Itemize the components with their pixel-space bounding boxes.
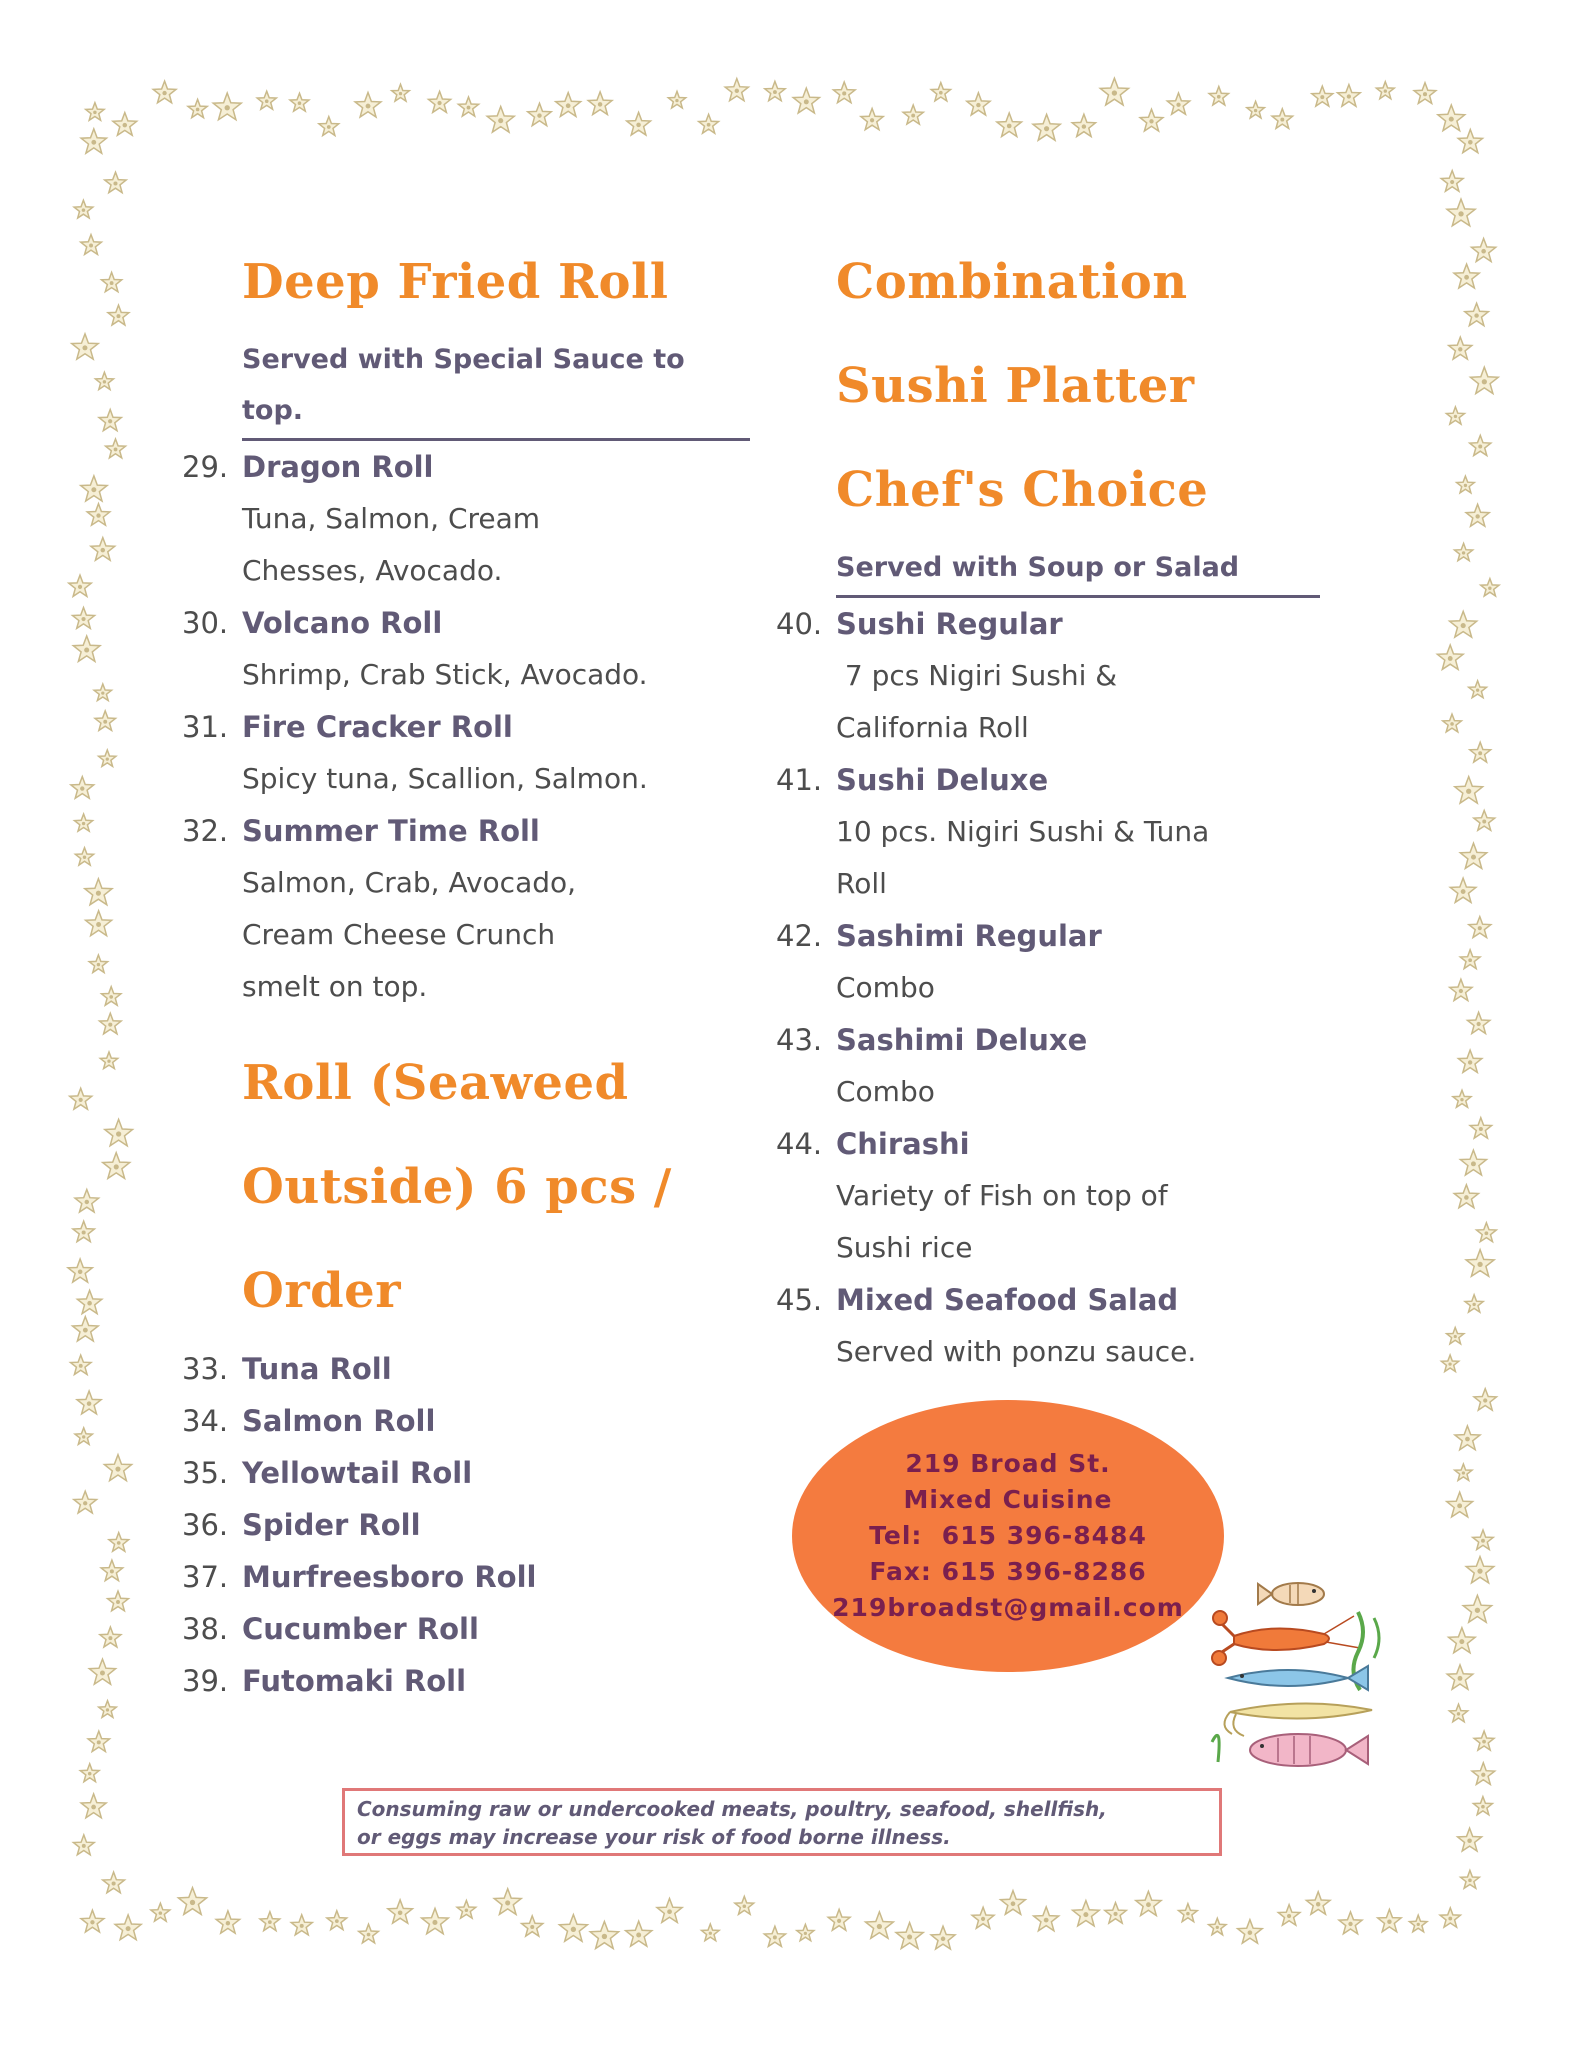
- item-number: 38.: [182, 1612, 229, 1646]
- item-number: 31.: [182, 710, 229, 744]
- item-description: Combo: [836, 971, 935, 1004]
- item-number: 42.: [776, 919, 823, 953]
- item-name: Dragon Roll: [242, 450, 434, 484]
- item-name: Tuna Roll: [242, 1352, 392, 1386]
- left-column: [182, 230, 742, 1707]
- item-name: Summer Time Roll: [242, 814, 540, 848]
- item-name: Spider Roll: [242, 1508, 421, 1542]
- contact-phone: Tel: 615 396-8484: [869, 1521, 1147, 1550]
- item-number: 30.: [182, 606, 229, 640]
- item-description: Combo: [836, 1075, 935, 1108]
- item-name: Fire Cracker Roll: [242, 710, 513, 744]
- item-name: Mixed Seafood Salad: [836, 1283, 1179, 1317]
- menu-item: [182, 1603, 742, 1655]
- seafood-illustration-icon: [1208, 1572, 1398, 1778]
- item-number: 32.: [182, 814, 229, 848]
- warning-line-1: Consuming raw or undercooked meats, poultry, seafood, shellfish,: [357, 1797, 1107, 1821]
- item-number: 36.: [182, 1508, 229, 1542]
- menu-item: [182, 805, 742, 1013]
- section-title-deep-fried-roll: Deep Fried Roll: [242, 254, 669, 310]
- section-subtitle-soup-or-salad: Served with Soup or Salad: [836, 542, 1320, 598]
- menu-item: [182, 441, 742, 597]
- item-description: Spicy tuna, Scallion, Salmon.: [242, 762, 648, 795]
- contact-cuisine: Mixed Cuisine: [903, 1485, 1113, 1514]
- warning-line-2: or eggs may increase your risk of food borne illness.: [357, 1825, 951, 1849]
- section-subtitle-special-sauce: Served with Special Sauce to top.: [242, 334, 750, 441]
- item-description: Tuna, Salmon, Cream Chesses, Avocado.: [242, 502, 541, 587]
- item-description: Variety of Fish on top of Sushi rice: [836, 1179, 1168, 1264]
- menu-item: [776, 1274, 1356, 1378]
- contact-address: 219 Broad St.: [905, 1449, 1111, 1478]
- item-name: Sashimi Deluxe: [836, 1023, 1088, 1057]
- menu-item: [182, 1447, 742, 1499]
- food-safety-warning: [342, 1788, 1222, 1856]
- item-name: Salmon Roll: [242, 1404, 436, 1438]
- menu-item: [776, 598, 1356, 754]
- item-name: Sashimi Regular: [836, 919, 1102, 953]
- item-name: Cucumber Roll: [242, 1612, 479, 1646]
- item-description: Served with ponzu sauce.: [836, 1335, 1197, 1368]
- section-title-seaweed-outside-roll: Roll (Seaweed Outside) 6 pcs / Order: [242, 1055, 672, 1319]
- item-number: 37.: [182, 1560, 229, 1594]
- contact-email[interactable]: 219broadst@gmail.com: [832, 1593, 1184, 1622]
- item-number: 45.: [776, 1283, 823, 1317]
- menu-item: [776, 1014, 1356, 1118]
- menu-item: [182, 1343, 742, 1395]
- menu-item: [182, 1655, 742, 1707]
- right-column: [776, 230, 1356, 1378]
- menu-item: [776, 754, 1356, 910]
- menu-item: [182, 597, 742, 701]
- item-number: 35.: [182, 1456, 229, 1490]
- item-number: 33.: [182, 1352, 229, 1386]
- menu-item: [776, 1118, 1356, 1274]
- item-name: Yellowtail Roll: [242, 1456, 473, 1490]
- item-number: 43.: [776, 1023, 823, 1057]
- menu-item: [182, 1395, 742, 1447]
- item-name: Sushi Regular: [836, 607, 1063, 641]
- item-number: 40.: [776, 607, 823, 641]
- item-name: Futomaki Roll: [242, 1664, 467, 1698]
- menu-item: [182, 1551, 742, 1603]
- item-name: Chirashi: [836, 1127, 970, 1161]
- item-number: 39.: [182, 1664, 229, 1698]
- item-name: Sushi Deluxe: [836, 763, 1049, 797]
- item-description: 7 pcs Nigiri Sushi & California Roll: [836, 659, 1127, 744]
- item-number: 41.: [776, 763, 823, 797]
- item-description: 10 pcs. Nigiri Sushi & Tuna Roll: [836, 815, 1210, 900]
- item-name: Murfreesboro Roll: [242, 1560, 537, 1594]
- contact-info-oval: [792, 1400, 1224, 1672]
- section-title-combination-sushi: Combination Sushi Platter Chef's Choice: [836, 254, 1209, 518]
- contact-fax: Fax: 615 396-8286: [869, 1557, 1147, 1586]
- item-description: Shrimp, Crab Stick, Avocado.: [242, 658, 648, 691]
- item-name: Volcano Roll: [242, 606, 443, 640]
- item-number: 34.: [182, 1404, 229, 1438]
- item-number: 29.: [182, 450, 229, 484]
- menu-item: [776, 910, 1356, 1014]
- menu-item: [182, 701, 742, 805]
- menu-item: [182, 1499, 742, 1551]
- item-number: 44.: [776, 1127, 823, 1161]
- item-description: Salmon, Crab, Avocado, Cream Cheese Crunch smelt on top.: [242, 866, 577, 1003]
